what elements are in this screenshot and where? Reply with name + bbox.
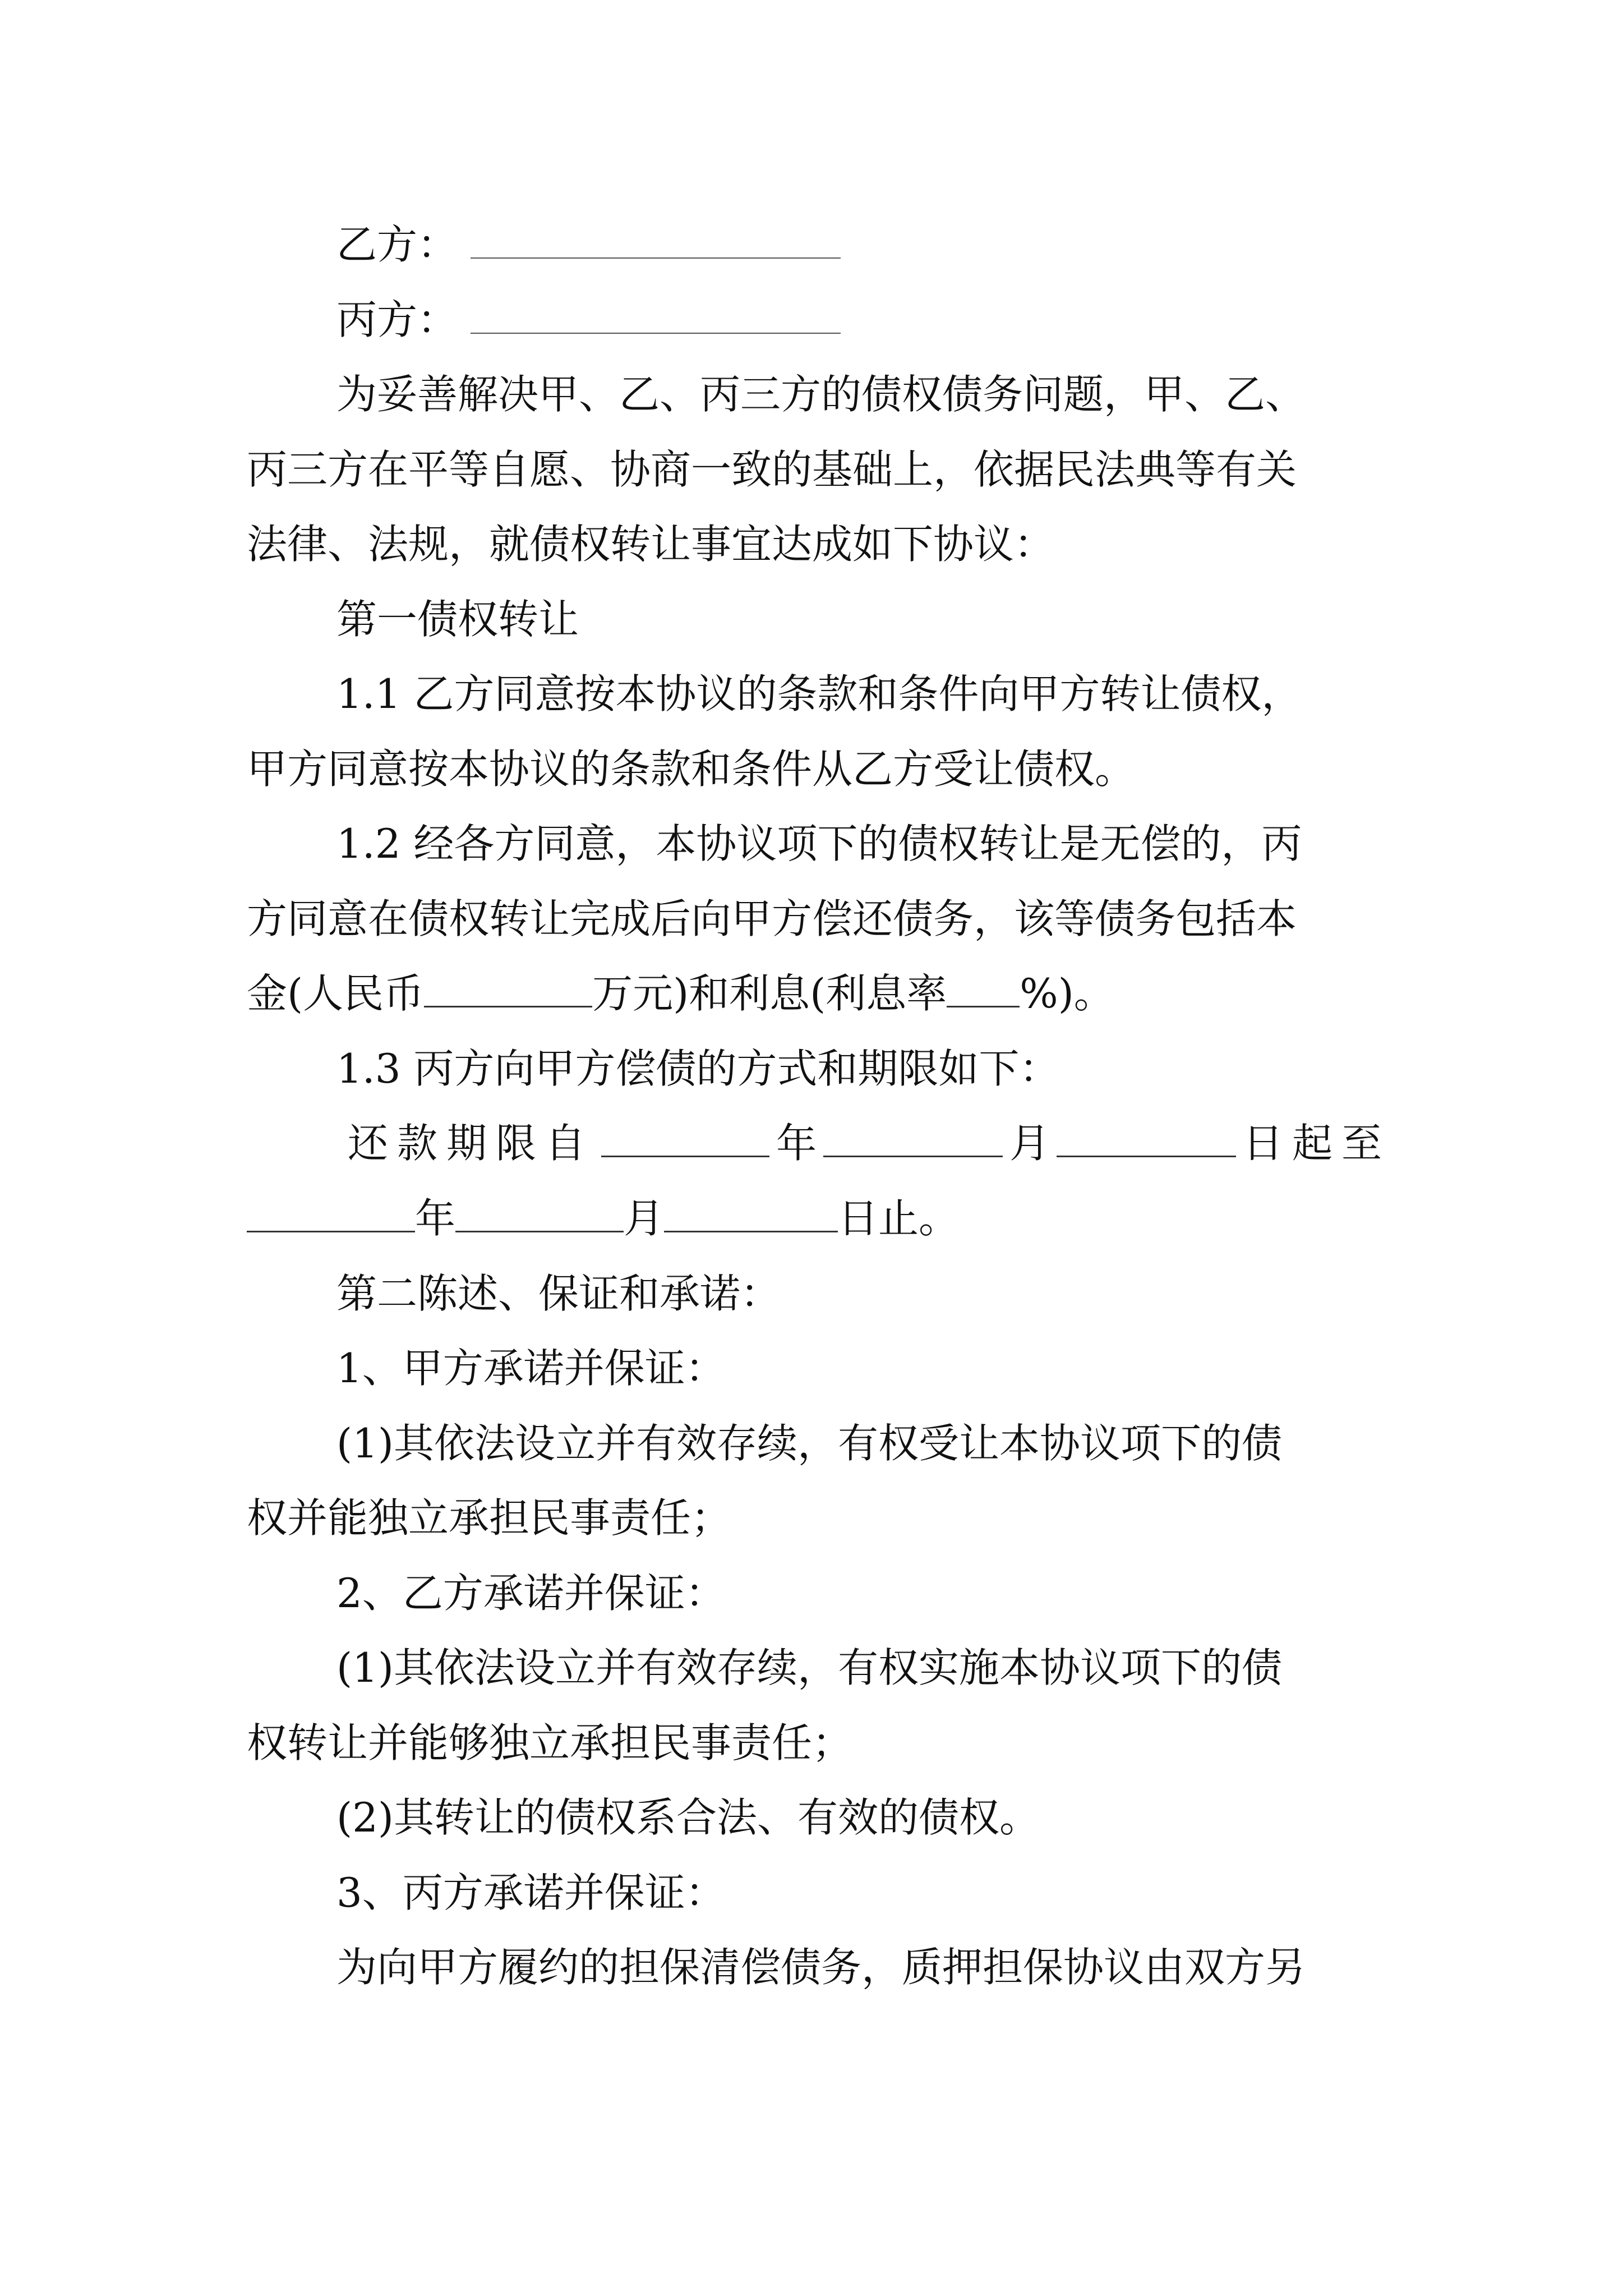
party-c-line: [336, 292, 1391, 348]
interest-rate-blank[interactable]: [947, 965, 1020, 1007]
term-from-label: 还款期限自: [348, 1120, 595, 1167]
principal-amount-blank[interactable]: [424, 965, 592, 1007]
principal-label: 金(人民币: [247, 970, 425, 1017]
party-c-blank[interactable]: [471, 299, 841, 334]
end-month-blank[interactable]: [455, 1190, 624, 1232]
party-c-warranty-title: 3、丙方承诺并保证：: [336, 1869, 726, 1916]
repayment-term-line-1: [348, 1115, 1391, 1171]
end-year-label: 年: [415, 1195, 456, 1242]
party-b-line: [336, 217, 1391, 273]
start-month-blank[interactable]: [823, 1115, 1003, 1157]
party-a-warranty-1-line-2: 权并能独立承担民事责任；: [247, 1494, 732, 1542]
party-b-warranty-1-line-1: (1)其依法设立并有效存续，有权实施本协议项下的债: [336, 1644, 1282, 1691]
party-b-warranty-title: 2、乙方承诺并保证：: [336, 1570, 726, 1617]
party-b-blank[interactable]: [471, 224, 841, 259]
start-day-blank[interactable]: [1057, 1115, 1236, 1157]
clause-1-3-line-1: 1.3 丙方向甲方偿债的方式和期限如下：: [336, 1045, 1060, 1092]
end-day-blank[interactable]: [664, 1190, 838, 1232]
party-a-warranty-title: 1、甲方承诺并保证：: [336, 1345, 726, 1392]
start-day-label: 日起至: [1242, 1120, 1391, 1167]
party-b-warranty-2: (2)其转让的债权系合法、有效的债权。: [336, 1794, 1040, 1841]
repayment-term-line-2: [247, 1190, 1391, 1246]
party-b-warranty-1-line-2: 权转让并能够独立承担民事责任；: [247, 1719, 853, 1766]
preamble-line-1: 为妥善解决甲、乙、丙三方的债权债务问题，甲、乙、: [336, 371, 1306, 418]
party-c-warranty-line-1: 为向甲方履约的担保清偿债务，质押担保协议由双方另: [336, 1944, 1306, 1991]
clause-1-1-line-1: 1.1 乙方同意按本协议的条款和条件向甲方转让债权，: [336, 670, 1302, 717]
clause-1-2-line-3: [247, 965, 1391, 1022]
party-a-warranty-1-line-1: (1)其依法设立并有效存续，有权受让本协议项下的债: [336, 1420, 1282, 1467]
party-b-label: 乙方：: [336, 221, 458, 268]
end-day-label: 日止。: [838, 1195, 960, 1242]
interest-suffix: %)。: [1020, 970, 1114, 1017]
end-year-blank[interactable]: [247, 1190, 415, 1232]
start-year-label: 年: [776, 1120, 817, 1167]
clause-1-2-line-1: 1.2 经各方同意，本协议项下的债权转让是无偿的，丙: [336, 820, 1302, 867]
start-year-blank[interactable]: [601, 1115, 769, 1157]
interest-label: 万元)和利息(利息率: [592, 970, 947, 1017]
clause-1-1-line-2: 甲方同意按本协议的条款和条件从乙方受让债权。: [247, 746, 1136, 793]
preamble-line-2: 丙三方在平等自愿、协商一致的基础上，依据民法典等有关: [247, 446, 1297, 493]
party-c-label: 丙方：: [336, 296, 458, 343]
article-2-title: 第二陈述、保证和承诺：: [336, 1270, 781, 1317]
end-month-label: 月: [624, 1195, 665, 1242]
start-month-label: 月: [1009, 1120, 1050, 1167]
clause-1-2-line-2: 方同意在债权转让完成后向甲方偿还债务，该等债务包括本: [247, 895, 1297, 942]
article-1-title: 第一债权转让: [336, 596, 579, 643]
preamble-line-3: 法律、法规，就债权转让事宜达成如下协议：: [247, 521, 1055, 568]
